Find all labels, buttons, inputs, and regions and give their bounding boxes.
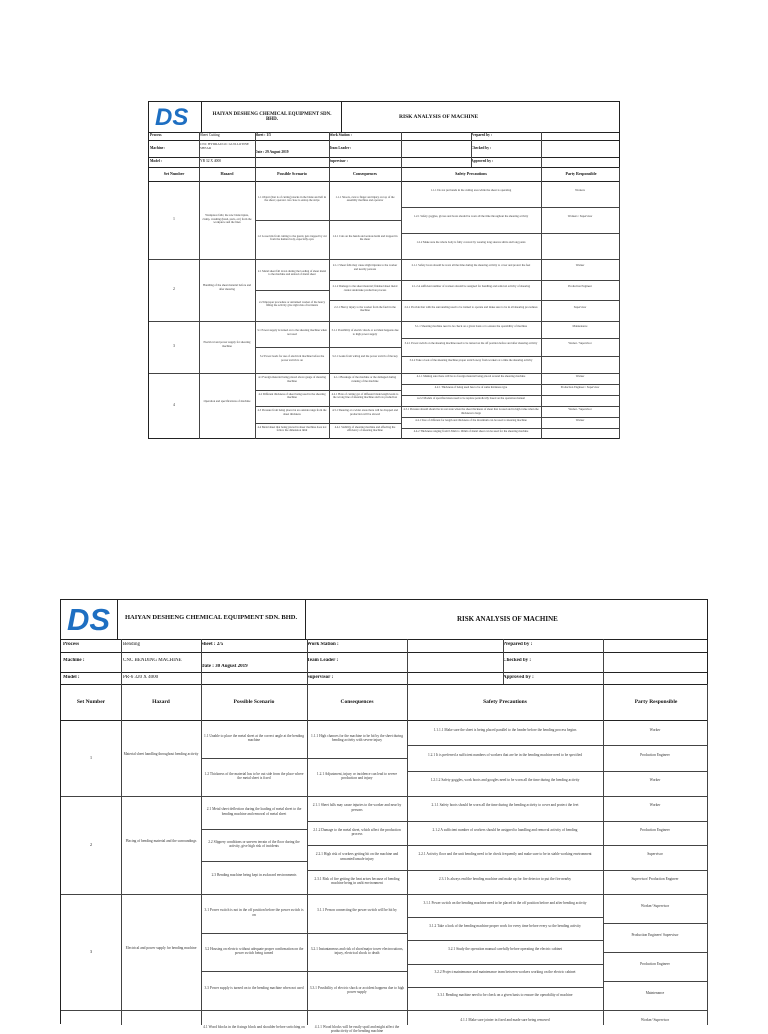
consequence: 1.1.1 High chances for the machine to be hit by the sheet during bending activity with severe injury [310,734,403,743]
safety-precaution: 2.2.1 Activity floor and the unit bending need to be check frequently and make sure to be in stable working environment [418,852,592,857]
sub-row-divider [603,981,707,982]
sub-row-divider [541,233,619,234]
party-responsible: Worker [575,418,585,422]
party-responsible: Worker/ Supervisor [640,903,670,908]
sub-row-divider [401,280,541,281]
set-number: 1 [89,755,93,760]
possible-scenario: 3.2 Power leads for use of electrical machine before the power switch is on [259,354,325,362]
sub-row-divider [401,384,541,385]
set-number: 1 [173,217,175,221]
party-responsible: Worker / Supervisor [568,341,592,345]
info-divider [407,639,408,684]
sheet-title: RISK ANALYSIS OF MACHINE [399,114,479,120]
sub-row-divider [329,347,401,348]
safety-precaution: 3.2.2 Take a look of the shearing machine proper switch away from workers at a time the shearing activity [409,358,533,363]
possible-scenario: 4.1 Foreign material being placed above gauge of shearing machine [258,375,326,383]
consequence: 4.4.1 Stability of shearing machine and affecting the efficiency of shearing machine [334,424,396,433]
sub-row-divider [541,207,619,208]
consequence: 3.3.1 Possibility of electric shock or accident happens due to high power supply [309,985,405,995]
consequence: 2.3.1 Risk of fire getting the heat arises because of bending machine being in unfit environment [314,876,400,886]
party-responsible: Production Engineer/ Supervisor [631,932,679,937]
set-number: 3 [173,344,175,348]
sub-row-divider [541,338,619,339]
sub-row-divider [201,758,307,759]
sub-row-divider [201,933,307,934]
set-row-divider [149,321,619,322]
column-divider [619,167,620,439]
consequence: 1.1.1 Shoots, cuts to finger and injury on top of the assembly machine and operator [335,194,395,203]
info-divider [503,639,504,684]
hazard-text: Handling of the sheet material before and after shearing [203,283,251,291]
info-divider [255,132,256,167]
info-divider [541,132,542,167]
safety-precaution: 4.1.1 Making sure there will be no foreign material being placed around the shearing machine [416,374,526,378]
sub-row-divider [401,395,541,396]
info-divider [199,132,200,167]
possible-scenario: 4.4 Metal sheet that being placed in sheer machine does not follow the dimension limit [257,424,327,433]
sub-row-divider [401,207,541,208]
set-number: 2 [89,842,93,847]
column-divider [329,167,330,439]
safety-precaution: 4.4.2 Thickness ranging from 0.5mm to 10mm of metal sheet can be used for the shearing machine [413,429,529,433]
consequence: 2.1.1 Sheet falls may cause slight injuries to the worker and nearby persons [332,263,398,271]
sub-row-divider [329,390,401,391]
sub-row-divider [307,971,407,972]
sub-row-divider [603,771,707,772]
sub-row-divider [401,356,541,357]
safety-precaution: 2.1.1 Safety boots should be worn all the time during the shearing activity to cover and protect the feet [411,263,531,268]
risk-sheet-2 [60,599,708,1034]
safety-precaution: 2.1.2 A sufficient number of workers should be assigned to handling and removal activity of bending [432,827,578,832]
column-header-row: Set Number Hazard Possible Scenario Consequences Safety Precautions Party Responsible [149,167,619,182]
info-divider [307,639,308,684]
sub-row-divider [541,280,619,281]
possible-scenario: 3.1 Power switch is not in the off position before the power switch is on [204,908,304,917]
sub-row-divider [603,745,707,746]
consequence: 3.1.1 Possibility of electric shock or accident happens due to high power supply [331,328,399,336]
sub-row-divider [541,406,619,407]
possible-scenario: 1.2 Loose hits from cutting to the guard, gets trapped by cut from the human body, especially eyes [257,233,327,242]
safety-precaution: 3.3.1 Bending machine need to be check on a given basis to ensure the operability of machine [437,993,573,998]
party-responsible: Supervisor [647,852,663,857]
sub-row-divider [603,923,707,924]
sub-row-divider [329,406,401,407]
sub-row-divider [407,870,603,871]
sub-row-divider [407,987,603,988]
info-divider [401,132,402,167]
consequence: 4.1.1 Breakage of the machine or the damaged during running of the machine [333,375,397,383]
safety-precaution: 3.2.1 Study the operation manual carefully before operating the electric cabinet [448,947,562,951]
sub-row-divider [307,933,407,934]
possible-scenario: 3.3 Power supply is turned on to the bending machine when not used [204,985,304,990]
sub-row-divider [307,758,407,759]
sub-row-divider [401,233,541,234]
party-responsible: Worker [575,374,585,378]
sub-row-divider [401,300,541,301]
consequence: 3.1.1 Person connecting the power switch will be hit by [317,908,397,913]
info-row-machine: Machine : CNC HYDRAULIC GUILLOTINE SHEAR Date : 29 August 2019 Team Leader : Checked by : [149,140,619,158]
info-row-model: Model : PR-6 320 X 4000 Supervisor : Approved by : [61,672,707,685]
set-row-divider [61,1010,707,1011]
consequence: 4.3.1 Shearing at a wider areas there will be dropped and production will be slowed [332,408,398,416]
party-responsible: Worker / Supervisor [568,407,592,411]
sub-row-divider [329,280,401,281]
safety-precaution: 4.4.1 Size of different for length and thickness of the maximum can be used to shearing machine [415,418,527,422]
column-divider [121,684,122,1025]
sub-row-divider [603,952,707,953]
hazard-text: Placing of bending material and the surroundings [125,839,197,843]
set-number: 4 [173,403,175,407]
sub-row-divider [603,870,707,871]
hazard-text: Material sheet handling throughout bending activity [123,752,199,756]
hazard-text: Electrical and power supply for bending machine [125,946,197,950]
party-responsible: Worker [649,727,661,732]
info-row-model: Model : YB 32 X 4000 Supervisor : Approved by : [149,157,619,168]
possible-scenario: 1.1 Object (that is of cutting) stucks in the blade and left in the shear; operator can close to entrap the strips [257,194,327,203]
safety-precaution: 1.2.1.2 Safety goggles, work boots and googles need to be worn all the time during the bending activity [430,778,580,783]
company-name: HAIYAN DESHENG CHEMICAL EQUIPMENT SDN. BHD. [212,112,332,122]
possible-scenario: 3.2 Housing on electric without adequate proper confirmation on the power switch being turned [204,947,304,956]
company-logo: DS [155,104,189,131]
info-divider [603,639,604,684]
sub-row-divider [255,406,329,407]
party-responsible: Supervisor [573,304,587,309]
sub-row-divider [201,971,307,972]
info-row-machine: Machine : CNC BENDING MACHINE Date : 30 August 2019 Team Leader : Checked by : [61,652,707,673]
party-responsible: Maintenance [572,323,588,328]
sub-row-divider [407,845,603,846]
consequence: 1.2.1 Adjustment, injury or incidence can lead to severe production and injury [316,772,398,781]
safety-precaution: 1.1.1.1 Make sure the sheet is being placed parallel to the header before the bending process begins [433,727,577,732]
safety-precaution: 1.2.1 Safety goggles, gloves and boots should be worn all the time throughout the shearing activity [413,214,529,218]
sub-row-divider [307,870,407,871]
info-divider [201,639,202,684]
set-number: 2 [173,287,175,291]
sub-row-divider [603,845,707,846]
consequence: 2.1.2 Damage to the sheet material; finished sheet metal cannot undertake production process [332,284,398,292]
sub-row-divider [541,300,619,301]
column-divider [255,167,256,439]
hazard-text: Operation and specifications of machine [203,399,251,403]
info-row-process: Process Bending Sheet : 2/5 Work Station : Prepared by : [61,639,707,653]
safety-precaution: 4.2.2 Models of specified sizes need to be replace periodically based on the operation manual [416,396,526,400]
possible-scenario: 1.2 Thickness of the material has to be out side from the place where the metal sheet is fixed [204,772,304,781]
column-divider [407,684,408,1025]
set-number: 3 [89,949,93,954]
consequence: 4.2.1 Hole of cutting got of different blade length leads to the wrong line of shearing machine and low production [331,391,399,400]
sub-row-divider [307,821,407,822]
party-responsible: Production Engineer [640,753,670,757]
safety-precaution: 2.1.1 Safety boots should be worn all the time during the bending activity to cover and protect the feet [431,803,579,808]
possible-scenario: 2.1 Metal sheet deflection during the loading of metal sheet to the bending machine and removal of metal sheet [206,807,302,816]
set-row-divider [149,259,619,260]
info-divider [121,639,122,684]
info-divider [471,132,472,167]
company-name: HAIYAN DESHENG CHEMICAL EQUIPMENT SDN. BHD. [125,614,298,621]
sub-row-divider [255,347,329,348]
sub-row-divider [401,406,541,407]
safety-precaution: 1.2.2 Make sure the whole body is fully covered by wearing long sleeves shirts and long pants [416,240,526,244]
safety-precaution: 3.1.2 Take a look of the bending machine proper work for every time before every so the bending activity [429,923,581,928]
sub-row-divider [329,300,401,301]
sub-row-divider [401,417,541,418]
info-row-process: Process Sheet Cutting Sheet : 1/5 Work Station : Prepared by : [149,132,619,141]
safety-precaution: 2.1.2 A sufficient number of workers should be assigned for handling and removal activity of shearing [411,284,531,288]
consequence: 1.2.1 Cuts on the hands and serious harm and trapped in the shear [332,233,398,242]
safety-precaution: 2.3.1 Is always end the bending machine and make up for fire detector to put the fire nearby [438,876,572,881]
safety-precaution: 3.1.1 Shearing machine need to be check on a given basis or to ensure the operability of machine [414,323,528,328]
party-responsible: Workers / Supervisor [567,214,593,218]
party-responsible: Production Engineer [640,827,670,832]
party-responsible: Worker [649,803,661,808]
possible-scenario: 2.1 Metal sheet fall down during the loading of sheet metal to the machine and unload of metal sheet [257,268,327,277]
party-responsible: Maintenance [645,990,665,995]
hazard-text: Workpiece falls; the saw blade injure, clamp, crushing (hand, parts, etc) from the workpiece and the lines [202,213,252,225]
party-responsible: Production Engineer [568,284,592,288]
set-row-divider [149,373,619,374]
sub-row-divider [603,821,707,822]
sub-row-divider [255,390,329,391]
sub-row-divider [407,964,603,965]
sub-row-divider [255,290,329,291]
hazard-text: Electrical and power supply for shearing machine [203,340,251,348]
sub-row-divider [407,771,603,772]
column-divider [603,684,604,1025]
sheet-title: RISK ANALYSIS OF MACHINE [457,615,558,623]
set-row-divider [61,894,707,895]
sub-row-divider [541,356,619,357]
safety-precaution: 2.2.1 Provide that with the surrounding used to be trained to operate and make sure to be in all shearing procedures [404,304,538,309]
column-divider [201,684,202,1025]
sub-row-divider [329,220,401,221]
sub-row-divider [541,384,619,385]
safety-precaution: 4.3.1 Pressure should should be in rest state when the sheet thickness of sheet that is used and in high value when the thickness is large [403,407,539,415]
safety-precaution: 1.2.1 It is preferred a sufficient numbers of workers that are be in the bending machine need to be specified [427,753,583,757]
sub-row-divider [329,423,401,424]
party-responsible: Supervisor/ Production Engineer [631,876,679,881]
risk-sheet-1 [148,101,620,439]
sub-row-divider [201,829,307,830]
possible-scenario: 4.1 Wood blocks in the fixings block and shoulder before switching on [203,1025,305,1029]
company-logo: DS [67,602,111,637]
set-row-divider [61,796,707,797]
possible-scenario: 1.1 Unable to place the metal sheet at the correct angle at the bending machine [204,734,304,743]
sub-row-divider [407,745,603,746]
sub-row-divider [307,845,407,846]
sub-row-divider [541,417,619,418]
safety-precaution: 3.2.2 Project maintenance and maintenance team between workers working on the electric cabinet [434,970,576,975]
party-responsible: Worker [575,263,585,268]
consequence: 2.2.1 Heavy injury to the worker from the fault in the machine [334,304,396,313]
party-responsible: Worker [649,778,661,783]
possible-scenario: 4.2 Different thickness of sheet being used in the shearing machine [258,391,326,400]
sub-row-divider [255,423,329,424]
consequence: 3.2.1 Leaks from wiring and the power switch of the key [332,354,398,358]
possible-scenario: 4.3 Pressure from being placed at an outside range from the sheet thickness [257,408,327,416]
possible-scenario: 2.2 Improper procedure or untrained worker of the heavy lifting the activity give right risk of incidents [258,299,326,308]
sub-row-divider [407,940,603,941]
column-header-row: Set Number Hazard Possible Scenario Consequences Safety Precautions Party Responsible [61,684,707,721]
consequence: 2.1.1 Sheet falls may cause injuries to the worker and near by persons [312,803,402,812]
safety-precaution: 3.1.1 Power switch on the bending machine need to be placed in the off position before and after bending activity [423,900,587,905]
possible-scenario: 3.1 Power supply is turned on to the shearing machine when not used [257,328,327,336]
party-responsible: Production Engineer / Supervisor [560,385,600,389]
possible-scenario: 2.3 Bending machine being kept in awkward environments [211,872,297,877]
safety-precaution: 4.2.1 Thickness of being used has to be of same thickness type [434,385,508,389]
possible-scenario: 2.2 Slippery conditions or uneven terrain of the floor during the activity, give high risk of incidents [208,840,300,849]
party-responsible: Worker/ Supervisor [640,1018,670,1023]
sub-row-divider [401,338,541,339]
safety-precaution: 4.1.1 Make sure jointer in fixed and made sure being removed [460,1018,550,1023]
consequence: 2.2.1 High risk of workers getting hit on the machine and unwanted/unsafe injury [315,852,399,861]
consequence: 3.2.1 Instantaneous and risk of short/major tower electrocutions, injury, electrical shock to death [310,947,404,956]
party-responsible: Workers [575,188,585,192]
sub-row-divider [407,917,603,918]
sub-row-divider [541,428,619,429]
consequence: 2.1.2 Damage to the metal sheet, which affect the production process [313,827,401,837]
sheet-header [149,102,619,133]
sheet-header [61,600,707,640]
column-divider [199,167,200,439]
column-divider [707,684,708,1025]
info-divider [329,132,330,167]
column-divider [307,684,308,1025]
party-responsible: Production Engineer [640,961,670,966]
sub-row-divider [401,428,541,429]
safety-precaution: 1.1.1 Do not put hands in the cutting area while the shear is operating [430,188,512,192]
safety-precaution: 3.2.1 Power switch on the shearing machine need to be turned on the off position before and after shearing activity [404,341,538,345]
sub-row-divider [255,220,329,221]
sub-row-divider [201,861,307,862]
sub-row-divider [541,395,619,396]
consequence: 4.1.1 Wood blocks will be easily spoil and might affect the productivity of the bending machine [314,1025,400,1034]
sub-row-divider [407,821,603,822]
